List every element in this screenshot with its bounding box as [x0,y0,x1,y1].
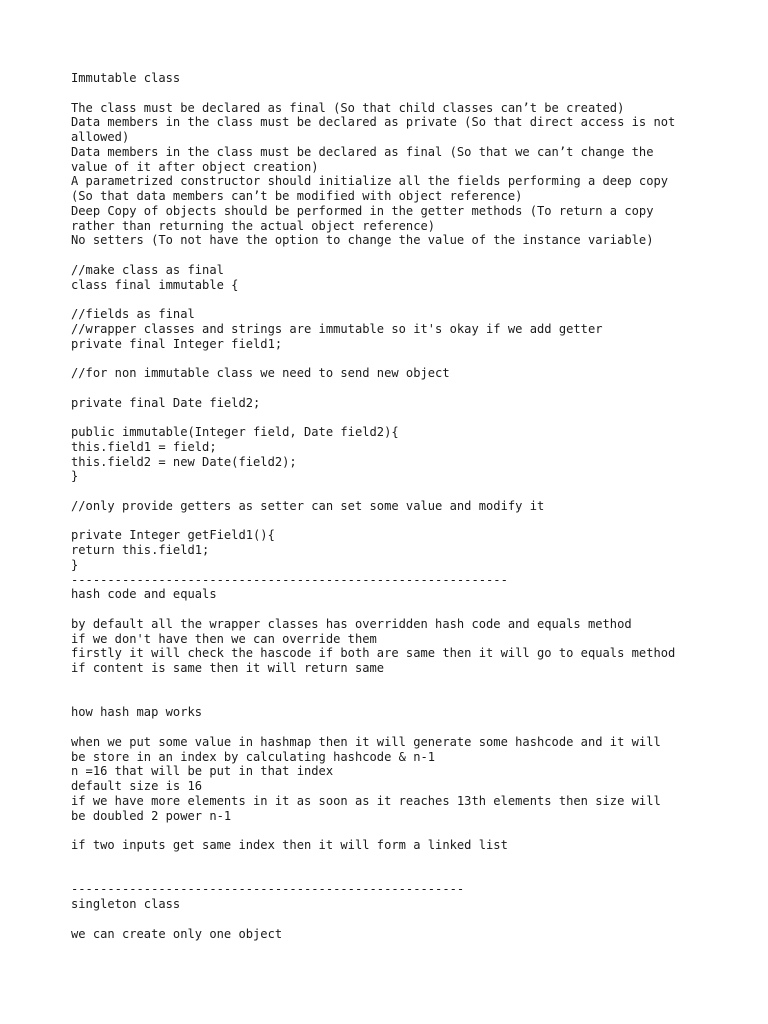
blank-line [71,484,748,499]
code-comment-line: //wrapper classes and strings are immutable so it's okay if we add getter [71,321,603,336]
blank-line [71,602,748,617]
heading-hash-code-and-equals: hash code and equals [71,587,217,602]
text-line: by default all the wrapper classes has overridden hash code and equals method [71,616,632,631]
blank-line [71,248,748,263]
code-line: private final Integer field1; [71,336,283,351]
heading-immutable-class: Immutable class [71,71,181,85]
separator-line: ------------------------------------------------------------ [71,572,508,587]
blank-line [71,410,748,425]
text-line: (So that data members can’t be modified with object reference) [71,189,523,203]
code-line: this.field2 = new Date(field2); [71,454,297,469]
text-line: The class must be declared as final (So that child classes can’t be created) [71,100,625,115]
separator-line: ------------------------------------------------------ [71,882,465,897]
text-line: when we put some value in hashmap then it will generate some hashcode and it will [71,734,661,749]
text-line: if two inputs get same index then it will form a linked list [71,838,508,852]
blank-line [71,912,748,927]
text-line: value of it after object creation) [71,159,319,174]
code-line: class final immutable { [71,277,239,292]
blank-line [71,676,748,691]
blank-line [71,868,748,883]
blank-line [71,86,748,101]
text-line: rather than returning the actual object reference) [71,218,436,233]
code-line: } [71,469,79,484]
text-line: if we don't have then we can override them [71,631,377,646]
text-line: if we have more elements in it as soon as it reaches 13th elements then size will [71,793,661,808]
blank-line [71,381,748,396]
text-line: firstly it will check the hascode if both are same then it will go to equals method [71,646,676,661]
code-line: private final Date field2; [71,395,261,410]
blank-line [71,292,748,307]
code-line: return this.field1; [71,543,210,557]
text-line: A parametrized constructor should initialize all the fields performing a deep copy [71,174,669,189]
code-line: } [71,557,79,572]
code-comment-line: //only provide getters as setter can set some value and modify it [71,498,545,513]
text-line: we can create only one object [71,926,283,941]
code-line: public immutable(Integer field, Date field2){ [71,425,399,439]
blank-line [71,853,748,868]
blank-line [71,514,748,529]
text-line: be store in an index by calculating hashcode & n-1 [71,749,436,764]
text-line: allowed) [71,130,130,144]
text-line: default size is 16 [71,779,203,793]
code-line: this.field1 = field; [71,439,217,454]
blank-line [71,691,748,706]
text-line: be doubled 2 power n-1 [71,808,232,823]
code-line: private Integer getField1(){ [71,528,275,543]
text-line: if content is same then it will return same [71,661,385,675]
heading-how-hash-map-works: how hash map works [71,705,203,720]
heading-singleton-class: singleton class [71,897,181,911]
blank-line [71,720,748,735]
code-comment-line: //fields as final [71,307,195,321]
blank-line [71,823,748,838]
text-line: Data members in the class must be declared as private (So that direct access is not [71,115,676,130]
code-comment-line: //make class as final [71,262,224,277]
code-comment-line: //for non immutable class we need to send new object [71,366,450,380]
text-line: Deep Copy of objects should be performed in the getter methods (To return a copy [71,203,654,218]
text-line: No setters (To not have the option to change the value of the instance variable) [71,233,654,248]
text-line: Data members in the class must be declared as final (So that we can’t change the [71,144,654,159]
text-line: n =16 that will be put in that index [71,764,334,779]
blank-line [71,351,748,366]
